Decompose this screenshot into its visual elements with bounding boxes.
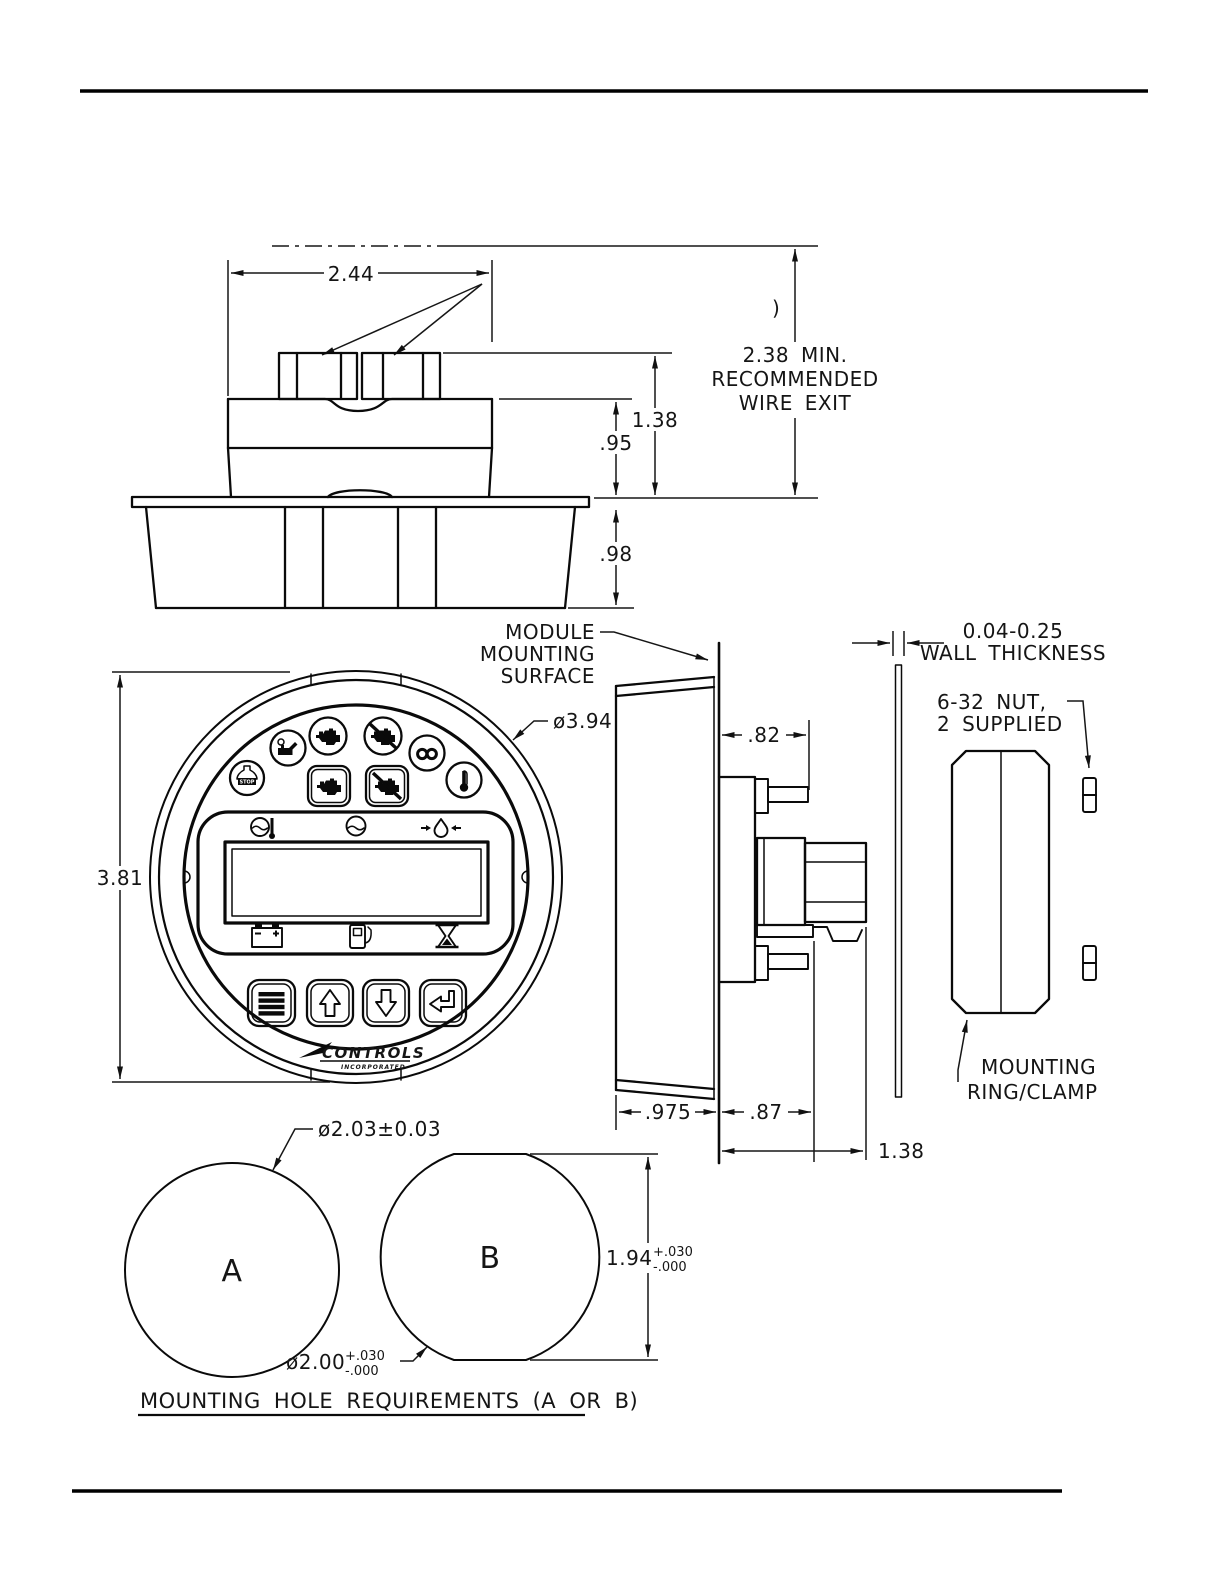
dia-b-tol-minus: -.000 <box>345 1364 379 1379</box>
dia-b-tol-plus: +.030 <box>345 1349 385 1364</box>
logo-sub: INCORPORATED <box>341 1064 406 1071</box>
break-mark: ) <box>772 296 781 320</box>
mounting-flange <box>132 490 589 507</box>
section-title-text: MOUNTING HOLE REQUIREMENTS (A OR B) <box>140 1389 639 1413</box>
down-arrow-icon <box>376 990 396 1016</box>
dim-stack-text: 1.38 <box>631 408 679 432</box>
auto-engine-off-icon <box>366 766 408 806</box>
mounting-surface-label <box>480 620 708 688</box>
coolant-temp-gauge-icon <box>251 818 275 839</box>
nut-bottom <box>1083 946 1096 980</box>
up-button <box>307 980 353 1026</box>
module-side-body <box>719 777 866 982</box>
dim-diameter <box>513 709 612 740</box>
wire-exit-line3: WIRE EXIT <box>738 391 852 415</box>
dia-b-text: ø2.00 <box>286 1350 346 1374</box>
wire-exit-line2: RECOMMENDED <box>711 367 879 391</box>
mount-label-3: SURFACE <box>500 664 595 688</box>
dim-hole-b <box>286 1347 427 1379</box>
dim-width <box>228 260 492 396</box>
nut-label-2: 2 SUPPLIED <box>937 712 1063 736</box>
dia-a-text: ø2.03±0.03 <box>318 1117 442 1141</box>
flat-tol-plus: +.030 <box>653 1245 693 1260</box>
bezel-side <box>616 677 714 1099</box>
top-view <box>132 246 879 608</box>
side-view <box>480 619 1106 1163</box>
dim-depths <box>616 927 925 1163</box>
dim-stud-text: .82 <box>747 723 781 747</box>
enter-icon <box>430 991 454 1012</box>
wire-exit-line1: 2.38 MIN. <box>742 343 848 367</box>
engine-disabled-icon <box>365 718 402 755</box>
dim-height-text: 3.81 <box>96 866 144 890</box>
section-title <box>138 1389 638 1415</box>
dim-hole-a <box>273 1117 441 1170</box>
dim-front-text: .975 <box>644 1100 692 1124</box>
oil-can-icon <box>271 731 306 766</box>
bezel-rear <box>146 507 575 608</box>
connector-leaders <box>322 284 482 355</box>
dim-flat-text: 1.94 <box>606 1246 653 1270</box>
ring-label-1: MOUNTING <box>981 1055 1097 1079</box>
dim-bezel-depth <box>593 510 639 605</box>
oil-pressure-icon <box>421 819 461 837</box>
up-arrow-icon <box>320 990 340 1016</box>
mount-label-2: MOUNTING <box>479 642 595 666</box>
keypad <box>248 980 466 1026</box>
wall-range-text: 0.04-0.25 <box>962 619 1064 643</box>
temperature-icon <box>447 763 482 798</box>
dim-width-text: 2.44 <box>327 262 375 286</box>
nut-top <box>1083 778 1096 812</box>
display-panel <box>198 812 513 954</box>
module-body <box>228 399 492 497</box>
dim-hole-b-flat <box>530 1154 700 1360</box>
dim-diameter-text: ø3.94 <box>553 709 613 733</box>
mode-icons <box>308 766 408 806</box>
mount-label-1: MODULE <box>505 620 595 644</box>
auto-engine-icon <box>308 766 350 806</box>
fuel-icon <box>350 925 371 948</box>
hourglass-icon <box>436 925 459 947</box>
engine-icon <box>310 718 347 755</box>
ring-label-2: RING/CLAMP <box>967 1080 1098 1104</box>
connector-blocks <box>279 353 440 399</box>
nut-label-1: 6-32 NUT, <box>937 690 1047 714</box>
glow-plug-icon <box>410 736 445 771</box>
wall-label-text: WALL THICKNESS <box>919 641 1107 665</box>
stop-label: STOP <box>239 779 255 786</box>
dim-total-text: 1.38 <box>878 1139 925 1163</box>
front-view <box>92 671 612 1083</box>
stop-icon <box>230 761 264 795</box>
hole-b-label: B <box>479 1241 501 1276</box>
dim-rear-text: .87 <box>749 1100 783 1124</box>
module-face <box>150 671 562 1083</box>
menu-button <box>248 980 295 1026</box>
dim-wall-thickness <box>852 619 1106 665</box>
dim-body-text: .95 <box>599 431 633 455</box>
mounting-ring <box>952 751 1049 1013</box>
enter-button <box>420 980 466 1026</box>
lcd-display <box>225 842 488 923</box>
pressure-gauge-icon <box>347 817 366 836</box>
down-button <box>363 980 409 1026</box>
logo-name: CONTROLS <box>322 1044 426 1062</box>
dim-stack-height <box>629 356 681 495</box>
hole-a-label: A <box>221 1254 243 1289</box>
dim-bezel-text: .98 <box>599 542 633 566</box>
flat-tol-minus: -.000 <box>653 1260 687 1275</box>
wall <box>896 665 902 1097</box>
dim-wire-exit <box>711 249 878 495</box>
ring-label <box>958 1020 1098 1104</box>
battery-icon <box>252 925 282 948</box>
mounting-holes <box>125 1117 700 1415</box>
menu-icon <box>259 992 285 1016</box>
